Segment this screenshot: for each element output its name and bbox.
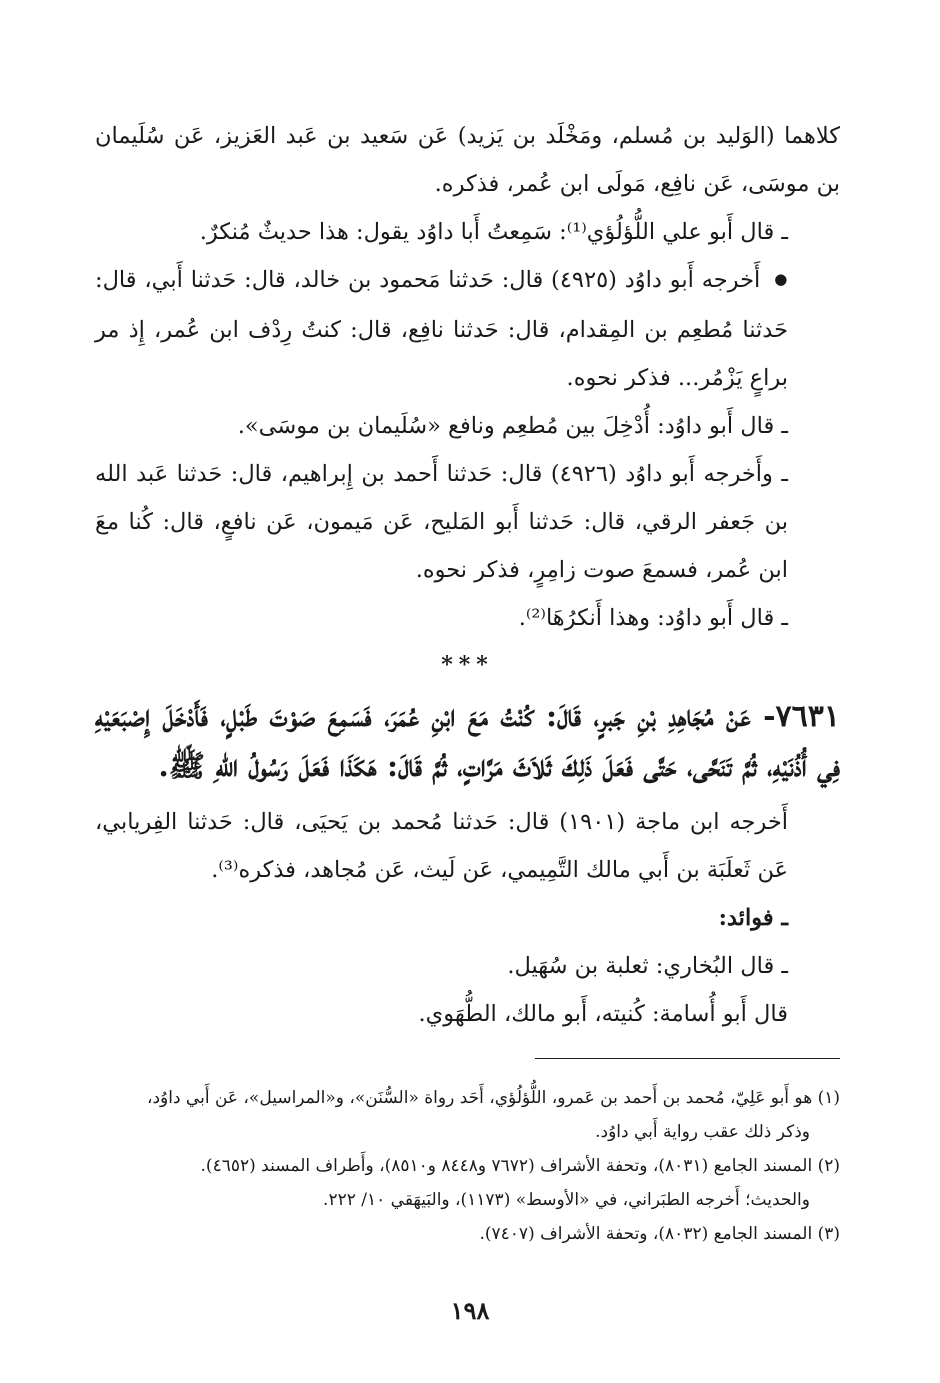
- takhrij-paragraph: [95, 256, 840, 402]
- footnote: (١) هو أَبو عَلِيّ، مُحمد بن أَحمد بن عَمرو، اللُّؤلُؤي، أَحَد رواة «السُّنَن»، و«المراسيل»، عَن أَبي داوُد،: [146, 1088, 840, 1108]
- footnote: (٣) المسند الجامع (٨٠٣٢)، وتحفة الأشراف (٧٤٠٧).: [479, 1224, 840, 1244]
- text-paragraph: ـ قال أَبو داوُد: أُدْخِلَ بين مُطعِم ونافع «سُلَيمان بن موسَى».: [237, 413, 788, 439]
- text-paragraph: ـ قال أَبو علي اللُّؤلُؤي⁽¹⁾: سَمِعتُ أَبا داوُد يقول: هذا حديثٌ مُنكرٌ.: [199, 219, 788, 245]
- footnote: (٢) المسند الجامع (٨٠٣١)، وتحفة الأشراف (٧٦٧٢ و٨٤٤٨ و٨٥١٠)، وأَطراف المسند (٤٦٥٢).: [200, 1156, 840, 1176]
- footnote-continuation: والحديث؛ أَخرجه الطبَراني، في «الأوسط» (١١٧٣)، والبَيهَقي ١٠/ ٢٢٢.: [323, 1190, 810, 1210]
- page-body: [95, 112, 840, 1251]
- text-paragraph: ـ وأَخرجه أَبو داوُد (٤٩٢٦) قال: حَدثنا أَحمد بن إِبراهيم، قال: حَدثنا عَبد الله بن جَعفر الرقي، قال: حَدثنا أَبو المَليح، عَن مَيمون، عَن نافعٍ، قال: كُنا معَ ابن عُمر، فسمعَ صوت زامِرٍ، فذكر نحوه.: [95, 461, 789, 583]
- footnote-divider: [535, 1058, 840, 1059]
- hadith-text: ٧٦٣١- عَنْ مُجَاهِدِ بْنِ جَبرٍ، قَالَ: كُنْتُ مَعَ ابْنِ عُمَرَ، فَسَمِعَ صَوْتَ طَبْلٍ، فَأَدْخَلَ إِصْبَعَيْهِ فِي أُذُنَيْهِ، ثُمَّ تَنَحَّى، حَتَّى فَعَلَ ذَلِكَ ثَلاَثَ مَرَّاتٍ، ثُمَّ قَالَ: هَكَذَا فَعَلَ رَسُولُ اللهِ ﷺ.: [95, 699, 840, 784]
- footnote-continuation: وذكر ذلك عقب رواية أَبي داوُد.: [595, 1122, 810, 1142]
- text-paragraph: كلاهما (الوَليد بن مُسلم، ومَخْلَد بن يَزيد) عَن سَعيد بن عَبد العَزيز، عَن سُلَيمان بن موسَى، عَن نافِع، مَولَى ابن عُمر، فذكره.: [95, 123, 840, 197]
- fawaid-item: ـ قال البُخاري: ثعلبة بن سُهَيل.: [507, 953, 788, 979]
- fawaid-item: قال أَبو أُسامة: كُنيته، أَبو مالك، الطُّهَوي.: [418, 1001, 788, 1027]
- takhrij-paragraph: أَخرجه ابن ماجة (١٩٠١) قال: حَدثنا مُحمد بن يَحيَى، قال: حَدثنا الفِريابي، عَن ثَعلَبَة بن أَبي مالك التَّمِيمي، عَن لَيث، عَن مُجاهد، فذكره⁽³⁾.: [95, 809, 788, 883]
- page-number: ١٩٨: [450, 1296, 490, 1325]
- text-paragraph: ـ قال أَبو داوُد: وهذا أَنكرُهَا⁽²⁾.: [518, 605, 788, 631]
- section-separator: ***: [441, 652, 494, 678]
- fawaid-heading: ـ فوائد:: [718, 905, 788, 931]
- takhrij-text: أَخرجه أَبو داوُد (٤٩٢٥) قال: حَدثنا مَحمود بن خالد، قال: حَدثنا أَبي، قال: حَدثنا مُطعِم بن المِقدام، قال: حَدثنا نافِع، قال: كنتُ رِدْف ابن عُمر، إِذ مر براعٍ يَزْمُر... فذكر نحوه.: [95, 267, 788, 391]
